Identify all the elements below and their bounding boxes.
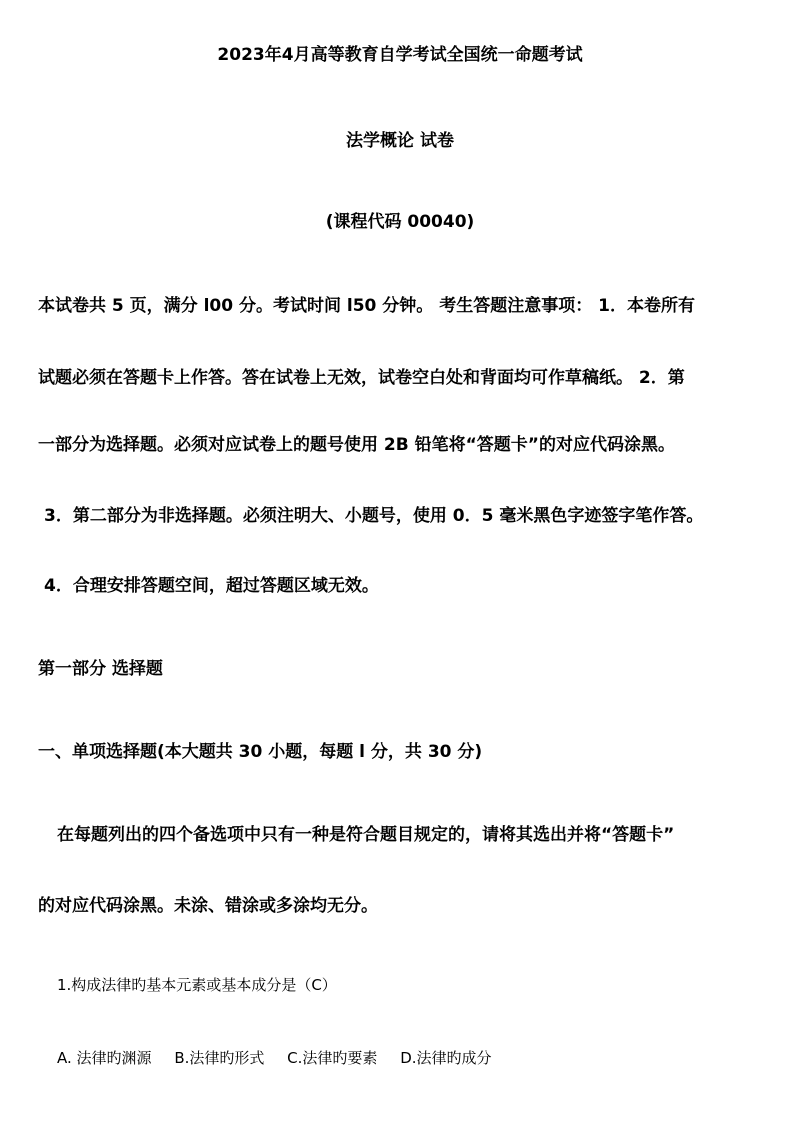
paper-title: 法学概论 试卷	[346, 131, 454, 151]
option-d: D.法律旳成分	[400, 1049, 492, 1067]
instructions-line-3: 一部分为选择题。必须对应试卷上的题号使用 2B 铅笔将“答题卡”的对应代码涂黑。	[38, 435, 675, 455]
option-c: C.法律旳要素	[287, 1049, 378, 1067]
instructions-line-2: 试题必须在答题卡上作答。答在试卷上无效，试卷空白处和背面均可作草稿纸。 2．第	[38, 368, 685, 388]
instructions-line-1: 本试卷共 5 页，满分 l00 分。考试时间 l50 分钟。 考生答题注意事项： 1．本卷所有	[38, 296, 695, 316]
part-heading: 第一部分 选择题	[38, 659, 163, 679]
option-a: A. 法律旳渊源	[57, 1049, 152, 1067]
section-heading: 一、单项选择题(本大题共 30 小题，每题 l 分，共 30 分)	[38, 742, 483, 762]
instructions-line-4: 3．第二部分为非选择题。必须注明大、小题号，使用 0．5 毫米黑色字迹签字笔作答。	[44, 506, 704, 526]
direction-line-1: 在每题列出的四个备选项中只有一种是符合题目规定的，请将其选出并将“答题卡”	[57, 825, 675, 845]
option-b: B.法律旳形式	[174, 1049, 265, 1067]
instructions-line-5: 4．合理安排答题空间，超过答题区域无效。	[44, 576, 379, 596]
direction-line-2: 的对应代码涂黑。未涂、错涂或多涂均无分。	[38, 896, 378, 916]
exam-title: 2023年4月高等教育自学考试全国统一命题考试	[217, 45, 583, 65]
question-stem: 1.构成法律旳基本元素或基本成分是（C）	[57, 976, 337, 994]
course-code: (课程代码 00040)	[325, 212, 475, 232]
question-options	[57, 1051, 510, 1066]
